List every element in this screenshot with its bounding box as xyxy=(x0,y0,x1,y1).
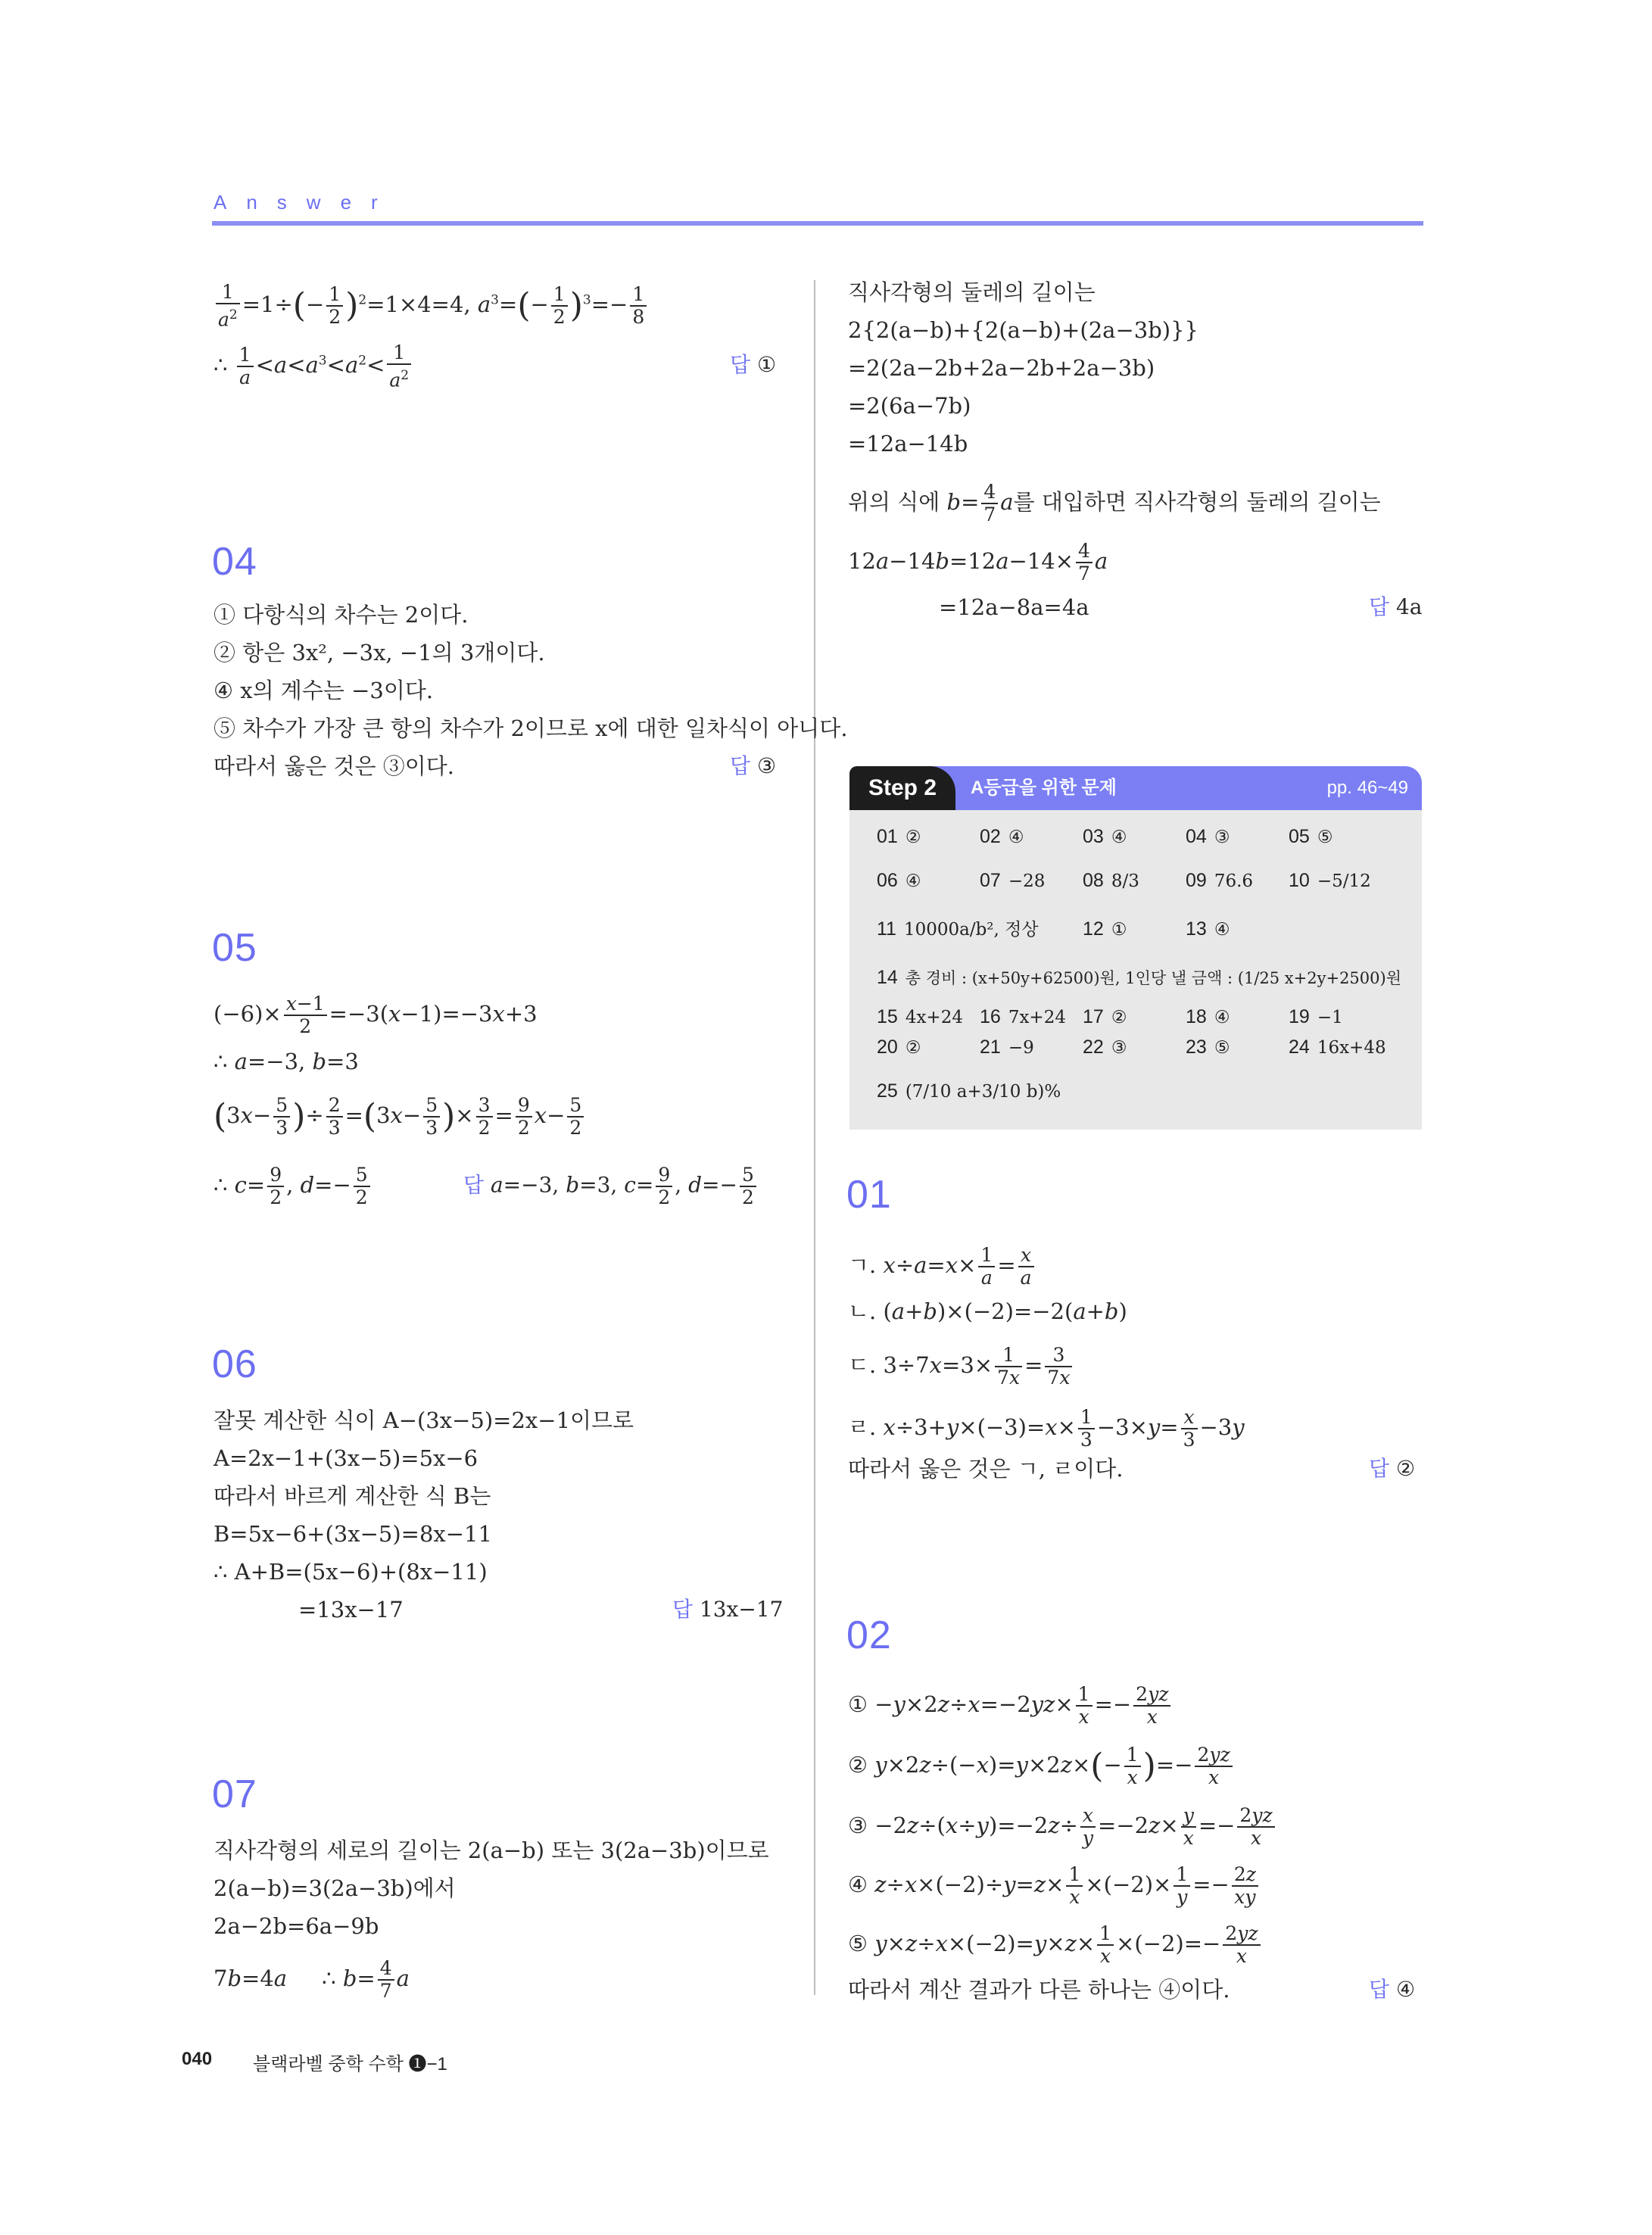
answer-value: ④ xyxy=(1395,1977,1416,2002)
s07-line: 7b=4a ∴ b= $\frac{4}{7}$ a xyxy=(214,1957,410,2002)
s06-line: ∴ A+B=(5x−6)+(8x−11) xyxy=(214,1559,488,1585)
step2-answer-item: 04 ③ xyxy=(1186,826,1230,847)
step2-answer-item: 18 ④ xyxy=(1186,1006,1230,1027)
s06-line: A=2x−1+(3x−5)=5x−6 xyxy=(214,1445,478,1471)
answer-value: ① xyxy=(756,352,777,377)
top-formula-2: ∴ $\frac{1}{a}$ $<a<a^3<a^2<$ $\frac{1}{a^2}$ xyxy=(214,342,413,391)
answer-label: 답 xyxy=(1369,595,1390,619)
answer-label: 답 xyxy=(730,754,751,778)
section-06-title: 06 xyxy=(212,1342,257,1386)
s04-answer xyxy=(730,751,776,781)
answer-label: 답 xyxy=(463,1173,485,1197)
r01-line: ㄱ. x÷a=x× $\frac{1}{a}$ = $\frac{x}{a}$ xyxy=(848,1245,1036,1289)
r01-answer xyxy=(1369,1454,1415,1484)
section-02-title: 02 xyxy=(846,1613,892,1657)
section-01-title: 01 xyxy=(846,1173,892,1217)
s07c-line: =2(2a−2b+2a−2b+2a−3b) xyxy=(848,355,1155,381)
s04-line: ② 항은 3x², −3x, −1의 3개이다. xyxy=(214,640,545,666)
r02-line: ③ −2z÷(x÷y)=−2z÷ $\frac{x}{y}$ =−2z× $\frac{y}{x}$ =− $\frac{2yz}{x}$ xyxy=(848,1805,1277,1849)
r02-line: ⑤ y×z÷x×(−2)=y×z× $\frac{1}{x}$ ×(−2)=− $\frac{2yz}{x}$ xyxy=(848,1923,1263,1967)
step2-answer-item: 03 ④ xyxy=(1083,826,1127,847)
s05-line: ∴ c= $\frac{9}{2}$ , d=− $\frac{5}{2}$ xyxy=(214,1164,372,1208)
step2-tab: Step 2 xyxy=(849,766,955,810)
r01-line: ㄴ. (a+b)×(−2)=−2(a+b) xyxy=(848,1298,1127,1324)
r01-line: ㄷ. 3÷7x=3× $\frac{1}{7x}$ = $\frac{3}{7x}$ xyxy=(848,1345,1074,1389)
answer-label: 답 xyxy=(672,1598,694,1621)
answer-value: ③ xyxy=(756,753,777,778)
s07-line: 직사각형의 세로의 길이는 2(a−b) 또는 3(2a−3b)이므로 xyxy=(214,1838,769,1863)
s06-line: 잘못 계산한 식이 A−(3x−5)=2x−1이므로 xyxy=(214,1407,634,1433)
top-answer xyxy=(730,350,776,380)
step2-answer-item: 09 76.6 xyxy=(1186,870,1254,891)
answer-value: ② xyxy=(1395,1456,1416,1481)
header-answer: Answer xyxy=(214,191,397,214)
page-number: 040 xyxy=(182,2049,213,2069)
s04-line: ⑤ 차수가 가장 큰 항의 차수가 2이므로 x에 대한 일차식이 아니다. xyxy=(214,715,848,741)
step2-answer-item: 20 ② xyxy=(877,1036,921,1058)
s05-line: (3x− $\frac{5}{3}$ )÷ $\frac{2}{3}$ =(3x− $\frac{5}{3}$ )× $\frac{3}{2}$ = $\frac{9}{2}$ x− $\frac{5}{2}$ xyxy=(214,1095,586,1139)
step2-answer-item: 17 ② xyxy=(1083,1006,1127,1027)
s07c-line: =12a−8a=4a xyxy=(939,594,1089,620)
s04-line: ① 다항식의 차수는 2이다. xyxy=(214,602,469,628)
step2-answer-item: 13 ④ xyxy=(1186,918,1230,940)
answer-label: 답 xyxy=(1369,1457,1390,1480)
s06-line: B=5x−6+(3x−5)=8x−11 xyxy=(214,1521,492,1547)
step2-answer-item: 23 ⑤ xyxy=(1186,1036,1230,1058)
s04-line: ④ x의 계수는 −3이다. xyxy=(214,678,434,703)
s07-line: 2a−2b=6a−9b xyxy=(214,1913,379,1939)
step2-answer-item: 11 10000a/b², 정상 xyxy=(877,918,1039,940)
s07c-line: 2{2(a−b)+{2(a−b)+(2a−3b)}} xyxy=(848,317,1198,343)
step2-pages: pp. 46~49 xyxy=(1326,778,1408,798)
s07c-line: 12a−14b=12a−14× $\frac{4}{7}$ a xyxy=(848,540,1108,584)
step2-answer-item: 12 ① xyxy=(1083,918,1127,940)
s06-line: 따라서 바르게 계산한 식 B는 xyxy=(214,1483,491,1509)
column-divider xyxy=(814,280,815,1995)
answer-value: 13x−17 xyxy=(699,1597,784,1622)
step2-answer-item: 22 ③ xyxy=(1083,1036,1127,1058)
step2-answer-item: 16 7x+24 xyxy=(980,1006,1066,1027)
section-04-title: 04 xyxy=(212,540,257,584)
step2-answer-item: 08 8/3 xyxy=(1083,870,1139,891)
step2-answer-item: 21 −9 xyxy=(980,1036,1034,1058)
s07c-line: 위의 식에 b= $\frac{4}{7}$ a를 대입하면 직사각형의 둘레의 길이는 xyxy=(848,481,1381,525)
step2-answer-item: 01 ② xyxy=(877,826,921,847)
section-07-title: 07 xyxy=(212,1772,257,1816)
step2-answer-item: 05 ⑤ xyxy=(1289,826,1333,847)
section-05-title: 05 xyxy=(212,926,257,970)
top-formula-1: $\frac{1}{a^2}$ =1÷(− $\frac{1}{2}$ )$^2$=1×4=4, $a^3=(-$ $\frac{1}{2}$ )$^3$=− $\frac{1}{8}$ xyxy=(214,282,649,330)
step2-answer-item: 06 ④ xyxy=(877,870,921,891)
step2-answer-item: 14 총 경비 : (x+50y+62500)원, 1인당 낼 금액 : (1/25 x+2y+2500)원 xyxy=(877,967,1401,988)
r01-line: ㄹ. x÷3+y×(−3)=x× $\frac{1}{3}$ −3×y= $\frac{x}{3}$ −3y xyxy=(848,1406,1245,1451)
s06-line: =13x−17 xyxy=(298,1597,404,1622)
s05-answer: 답 a=−3, b=3, c= $\frac{9}{2}$ , d=− $\frac{5}{2}$ xyxy=(463,1164,759,1208)
s06-answer xyxy=(672,1594,783,1625)
r02-answer xyxy=(1369,1975,1415,2005)
step2-answer-item: 10 −5/12 xyxy=(1289,870,1371,891)
r02-line: 따라서 계산 결과가 다른 하나는 ④이다. xyxy=(848,1977,1230,2003)
s04-line: 따라서 옳은 것은 ③이다. xyxy=(214,753,454,779)
r02-line: ② y×2z÷(−x)=y×2z×(− $\frac{1}{x}$ )=− $\frac{2yz}{x}$ xyxy=(848,1744,1235,1788)
answer-label: 답 xyxy=(1369,1978,1390,2001)
header-rule xyxy=(212,221,1423,226)
s05-line: ∴ a=−3, b=3 xyxy=(214,1049,359,1074)
s07-line: 2(a−b)=3(2a−3b)에서 xyxy=(214,1875,456,1901)
s07c-line: =2(6a−7b) xyxy=(848,393,971,419)
step2-panel xyxy=(849,766,1422,1130)
step2-answer-item: 19 −1 xyxy=(1289,1006,1343,1027)
r02-line: ④ z÷x×(−2)÷y=z× $\frac{1}{x}$ ×(−2)× $\frac{1}{y}$ =− $\frac{2z}{xy}$ xyxy=(848,1864,1261,1908)
s07c-line: =12a−14b xyxy=(848,431,968,457)
s07-answer xyxy=(1369,592,1422,622)
step2-answer-item: 15 4x+24 xyxy=(877,1006,963,1027)
step2-answer-item: 07 −28 xyxy=(980,870,1046,891)
step2-answer-item: 25 (7/10 a+3/10 b)% xyxy=(877,1080,1061,1102)
step2-answer-item: 24 16x+48 xyxy=(1289,1036,1386,1058)
answer-value: 4a xyxy=(1395,594,1423,619)
r02-line: ① −y×2z÷x=−2yz× $\frac{1}{x}$ =− $\frac{2yz}{x}$ xyxy=(848,1684,1173,1728)
step2-title: A등급을 위한 문제 xyxy=(971,778,1117,798)
book-title: 블랙라벨 중학 수학 ❶−1 xyxy=(253,2054,447,2074)
step2-answer-item: 02 ④ xyxy=(980,826,1024,847)
s05-line: (−6)× $\frac{x-1}{2}$ =−3(x−1)=−3x+3 xyxy=(214,993,538,1037)
s07c-line: 직사각형의 둘레의 길이는 xyxy=(848,279,1096,305)
answer-label: 답 xyxy=(730,353,751,376)
r01-line: 따라서 옳은 것은 ㄱ, ㄹ이다. xyxy=(848,1456,1124,1482)
